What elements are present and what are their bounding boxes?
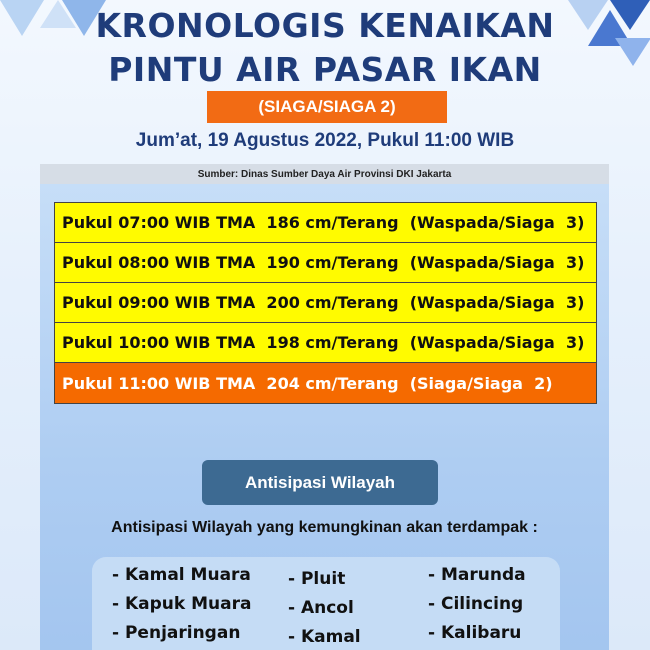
title-line-1: KRONOLOGIS KENAIKAN <box>95 6 555 45</box>
source-caption: Sumber: Dinas Sumber Daya Air Provinsi DKI Jakarta <box>40 164 609 184</box>
area-column-3 <box>428 565 526 650</box>
table-row: Pukul 08:00 WIB TMA 190 cm/Terang (Waspada/Siaga 3) <box>55 243 596 283</box>
page-title <box>0 4 650 92</box>
list-item: - Cilincing <box>428 594 524 614</box>
date-text: Jum’at, 19 Agustus 2022, Pukul 11:00 WIB <box>135 130 515 151</box>
area-list-box <box>92 557 560 650</box>
list-item: - Pluit <box>288 569 346 589</box>
list-item: - Marunda <box>428 565 526 585</box>
water-level-table <box>54 202 597 404</box>
table-row: Pukul 09:00 WIB TMA 200 cm/Terang (Waspada/Siaga 3) <box>55 283 596 323</box>
area-column-1 <box>112 565 251 650</box>
area-column-2 <box>288 569 361 650</box>
list-item: - Kapuk Muara <box>112 594 252 614</box>
content-panel <box>40 164 609 650</box>
title-line-2: PINTU AIR PASAR IKAN <box>108 50 542 89</box>
list-item: - Kamal Muara <box>112 565 251 585</box>
table-row: Pukul 10:00 WIB TMA 198 cm/Terang (Waspada/Siaga 3) <box>55 323 596 363</box>
list-item: - Ancol <box>288 598 354 618</box>
list-item: - Kalibaru <box>428 623 522 643</box>
table-row: Pukul 07:00 WIB TMA 186 cm/Terang (Waspada/Siaga 3) <box>55 203 596 243</box>
list-item: - Kamal <box>288 627 361 647</box>
area-intro-text: Antisipasi Wilayah yang kemungkinan akan terdampak : <box>111 519 538 536</box>
list-item: - Penjaringan <box>112 623 241 643</box>
antisipasi-wilayah-button[interactable]: Antisipasi Wilayah <box>202 460 438 505</box>
status-badge: (SIAGA/SIAGA 2) <box>207 91 447 123</box>
table-row: Pukul 11:00 WIB TMA 204 cm/Terang (Siaga/Siaga 2) <box>55 363 596 403</box>
